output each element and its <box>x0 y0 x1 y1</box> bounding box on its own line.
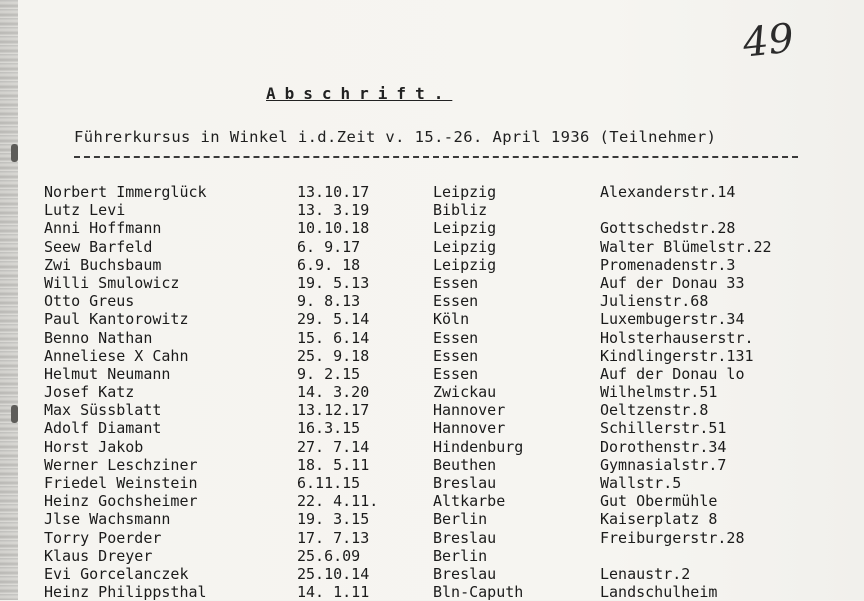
page-number: 49 <box>740 15 797 67</box>
participant-city: Bln-Caputh <box>433 583 524 601</box>
participant-row <box>0 456 864 474</box>
participant-name: Paul Kantorowitz <box>44 310 189 329</box>
participant-city: Essen <box>433 346 479 365</box>
participant-row <box>0 274 864 292</box>
participant-city: Altkarbe <box>433 492 506 511</box>
participant-name: Willi Smulowicz <box>44 273 180 292</box>
participant-address: Dorothenstr.34 <box>600 437 727 456</box>
participant-address: Gymnasialstr.7 <box>600 455 727 474</box>
participant-city: Bibliz <box>433 201 488 220</box>
participant-row <box>0 238 864 256</box>
participant-city: Hindenburg <box>433 437 524 456</box>
participant-row <box>0 310 864 328</box>
participant-name: Norbert Immerglück <box>44 183 207 201</box>
participant-city: Hannover <box>433 419 506 438</box>
participant-city: Berlin <box>433 510 488 529</box>
participant-address: Freiburgerstr.28 <box>600 528 745 547</box>
participant-name: Josef Katz <box>44 383 135 402</box>
participant-name: Max Süssblatt <box>44 401 162 420</box>
participant-address: Promenadenstr.3 <box>600 255 736 274</box>
punch-hole <box>11 144 18 162</box>
participant-address: Gut Obermühle <box>600 492 718 511</box>
participant-name: Friedel Weinstein <box>44 474 198 492</box>
participant-address: Auf der Donau 33 <box>600 273 745 292</box>
participant-row <box>0 383 864 401</box>
participant-address: Schillerstr.51 <box>600 419 727 438</box>
participant-city: Essen <box>433 364 479 383</box>
participant-city: Leipzig <box>433 255 497 274</box>
participant-address: Gottschedstr.28 <box>600 219 736 238</box>
participant-address: Wilhelmstr.51 <box>600 383 718 402</box>
participant-row <box>0 201 864 219</box>
participant-row <box>0 365 864 383</box>
participant-birthdate: 25.10.14 <box>297 564 370 583</box>
participant-city: Berlin <box>433 546 488 565</box>
participant-row <box>0 510 864 528</box>
participant-birthdate: 19. 5.13 <box>297 273 370 292</box>
participant-address: Julienstr.68 <box>600 292 709 311</box>
participant-address: Kaiserplatz 8 <box>600 510 718 529</box>
participant-row <box>0 565 864 583</box>
participant-row <box>0 292 864 310</box>
participant-name: Evi Gorcelanczek <box>44 564 189 583</box>
participant-row <box>0 347 864 365</box>
participant-name: Jlse Wachsmann <box>44 510 171 529</box>
participant-birthdate: 13.10.17 <box>297 183 370 201</box>
participant-birthdate: 9. 8.13 <box>297 292 361 311</box>
participant-name: Zwi Buchsbaum <box>44 255 162 274</box>
participant-address: Walter Blümelstr.22 <box>600 237 772 256</box>
participant-birthdate: 22. 4.11. <box>297 492 379 511</box>
participant-address: Alexanderstr.14 <box>600 183 736 201</box>
participant-row <box>0 401 864 419</box>
dashed-divider <box>74 156 798 158</box>
participant-city: Leipzig <box>433 219 497 238</box>
participant-row <box>0 438 864 456</box>
participant-birthdate: 25.6.09 <box>297 546 361 565</box>
participant-birthdate: 16.3.15 <box>297 419 361 438</box>
participant-city: Köln <box>433 310 470 329</box>
participant-row <box>0 583 864 601</box>
participant-name: Anneliese X Cahn <box>44 346 189 365</box>
participant-city: Essen <box>433 273 479 292</box>
participant-birthdate: 25. 9.18 <box>297 346 370 365</box>
participant-row <box>0 183 864 201</box>
participant-address: Kindlingerstr.131 <box>600 346 754 365</box>
participant-city: Essen <box>433 328 479 347</box>
participant-birthdate: 18. 5.11 <box>297 455 370 474</box>
participant-city: Breslau <box>433 474 497 492</box>
participant-address: Lenaustr.2 <box>600 564 691 583</box>
participant-name: Anni Hoffmann <box>44 219 162 238</box>
participant-city: Beuthen <box>433 455 497 474</box>
participant-row <box>0 492 864 510</box>
participant-row <box>0 219 864 237</box>
participant-name: Otto Greus <box>44 292 135 311</box>
participant-name: Benno Nathan <box>44 328 153 347</box>
participant-row <box>0 419 864 437</box>
participant-birthdate: 6. 9.17 <box>297 237 361 256</box>
participant-address: Luxembugerstr.34 <box>600 310 745 329</box>
participant-city: Zwickau <box>433 383 497 402</box>
document-subtitle: Führerkursus in Winkel i.d.Zeit v. 15.-26. April 1936 (Teilnehmer) <box>74 128 717 146</box>
participant-name: Helmut Neumann <box>44 364 171 383</box>
participant-address: Auf der Donau lo <box>600 364 745 383</box>
participant-birthdate: 17. 7.13 <box>297 528 370 547</box>
participant-name: Seew Barfeld <box>44 237 153 256</box>
participant-address: Wallstr.5 <box>600 474 682 492</box>
participant-name: Heinz Philippsthal <box>44 583 207 601</box>
participant-city: Essen <box>433 292 479 311</box>
participant-birthdate: 14. 3.20 <box>297 383 370 402</box>
participant-name: Adolf Diamant <box>44 419 162 438</box>
participant-row <box>0 529 864 547</box>
participant-birthdate: 27. 7.14 <box>297 437 370 456</box>
participant-birthdate: 15. 6.14 <box>297 328 370 347</box>
participant-row <box>0 256 864 274</box>
participant-name: Werner Leschziner <box>44 455 198 474</box>
participant-city: Breslau <box>433 564 497 583</box>
participant-birthdate: 13.12.17 <box>297 401 370 420</box>
participant-name: Lutz Levi <box>44 201 126 220</box>
participant-birthdate: 13. 3.19 <box>297 201 370 220</box>
participant-row <box>0 474 864 492</box>
participant-birthdate: 9. 2.15 <box>297 364 361 383</box>
participant-birthdate: 29. 5.14 <box>297 310 370 329</box>
participant-city: Leipzig <box>433 183 497 201</box>
participant-city: Breslau <box>433 528 497 547</box>
participant-birthdate: 6.9. 18 <box>297 255 361 274</box>
document-heading: Abschrift. <box>266 84 453 103</box>
participant-row <box>0 547 864 565</box>
participant-birthdate: 19. 3.15 <box>297 510 370 529</box>
participant-name: Heinz Gochsheimer <box>44 492 198 511</box>
participant-name: Torry Poerder <box>44 528 162 547</box>
participant-row <box>0 329 864 347</box>
participant-name: Horst Jakob <box>44 437 144 456</box>
participant-address: Landschulheim <box>600 583 718 601</box>
participant-birthdate: 14. 1.11 <box>297 583 370 601</box>
participant-name: Klaus Dreyer <box>44 546 153 565</box>
participant-list <box>0 183 864 601</box>
participant-city: Hannover <box>433 401 506 420</box>
participant-birthdate: 10.10.18 <box>297 219 370 238</box>
participant-address: Oeltzenstr.8 <box>600 401 709 420</box>
participant-address: Holsterhauserstr. <box>600 328 754 347</box>
participant-birthdate: 6.11.15 <box>297 474 361 492</box>
participant-city: Leipzig <box>433 237 497 256</box>
